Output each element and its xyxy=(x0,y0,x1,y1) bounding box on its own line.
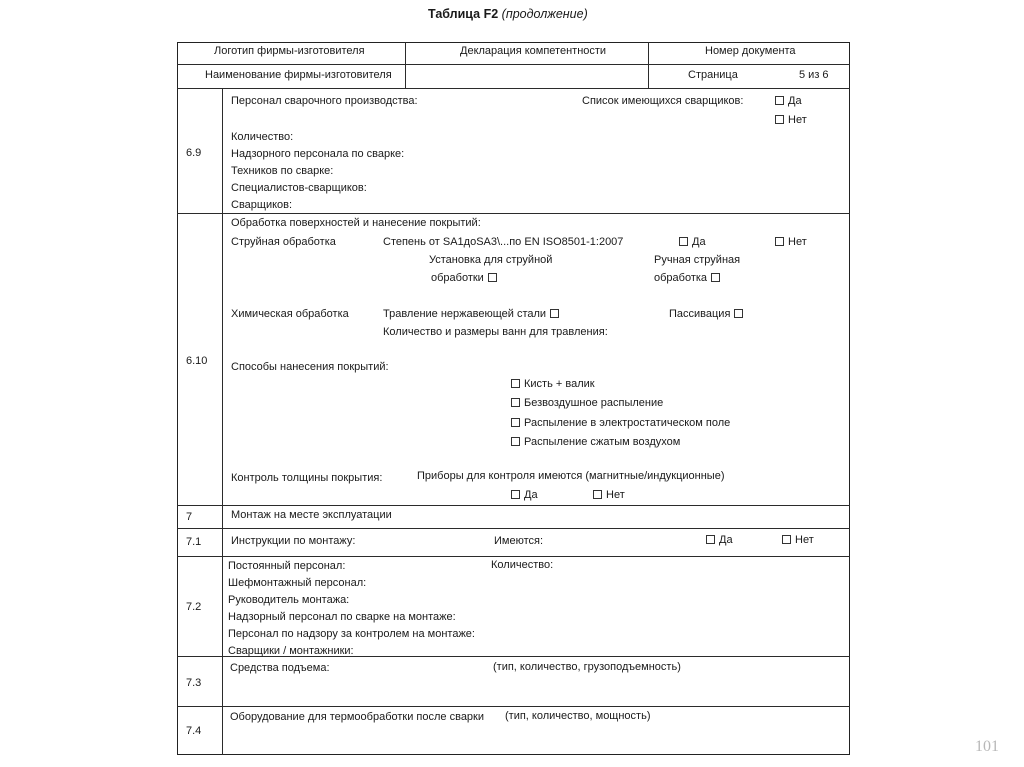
checkbox-icon xyxy=(775,237,784,246)
heat-treatment-label: Оборудование для термообработки после сварки xyxy=(230,711,485,723)
page-value: 5 из 6 xyxy=(799,69,829,81)
section-number-6-10: 6.10 xyxy=(186,355,208,367)
installation-manager-label: Руководитель монтажа: xyxy=(228,594,350,606)
checkbox-icon xyxy=(775,96,784,105)
blast-degree-yes: Да xyxy=(679,236,706,249)
instruments-no: Нет xyxy=(593,489,625,502)
checkbox-icon xyxy=(511,437,520,446)
section-number-7-1: 7.1 xyxy=(186,536,202,548)
rule-7-1 xyxy=(177,556,850,557)
checkbox-icon xyxy=(511,398,520,407)
checkbox-icon xyxy=(593,490,602,499)
chemical-treatment-label: Химическая обработка xyxy=(231,308,349,320)
welders-fitters-label: Сварщики / монтажники: xyxy=(228,645,354,657)
personnel-quantity-label: Количество: xyxy=(491,559,554,571)
welders-list-no: Нет xyxy=(775,114,807,127)
method-brush-roller: Кисть + валик xyxy=(511,378,595,391)
company-name-label: Наименование фирмы-изготовителя xyxy=(205,69,392,81)
checkbox-icon xyxy=(511,490,520,499)
section-number-6-9: 6.9 xyxy=(186,147,202,159)
doc-number-label: Номер документа xyxy=(705,45,796,57)
page-label: Страница xyxy=(688,69,738,81)
quantity-label: Количество: xyxy=(231,131,294,143)
welding-personnel-label: Персонал сварочного производства: xyxy=(231,95,418,107)
welders-count-label: Сварщиков: xyxy=(231,199,293,211)
checkbox-icon xyxy=(550,309,559,318)
section-number-7-2: 7.2 xyxy=(186,601,202,613)
chief-installation-label: Шефмонтажный персонал: xyxy=(228,577,367,589)
pickling-option: Травление нержавеющей стали xyxy=(383,308,559,321)
method-compressed-air: Распыление сжатым воздухом xyxy=(511,436,680,449)
method-airless: Безвоздушное распыление xyxy=(511,397,663,410)
coating-methods-label: Способы нанесения покрытий: xyxy=(231,361,389,373)
rule-6-9 xyxy=(177,213,850,214)
baths-label: Количество и размеры ванн для травления: xyxy=(383,326,608,338)
rule-header-col-2 xyxy=(648,42,649,88)
installation-instructions-label: Инструкции по монтажу: xyxy=(231,535,356,547)
checkbox-icon xyxy=(782,535,791,544)
checkbox-icon xyxy=(711,273,720,282)
section-number-7-3: 7.3 xyxy=(186,677,202,689)
lifting-equipment-label: Средства подъема: xyxy=(230,662,330,674)
thickness-control-label: Контроль толщины покрытия: xyxy=(231,472,383,484)
declaration-label: Декларация компетентности xyxy=(460,45,607,57)
blast-installation-option: обработки xyxy=(431,272,497,285)
instructions-yes: Да xyxy=(706,534,733,547)
rule-header-col-1 xyxy=(405,42,406,88)
rule-6-10 xyxy=(177,505,850,506)
supervisors-label: Надзорного персонала по сварке: xyxy=(231,148,405,160)
control-supervisor-label: Персонал по надзору за контролем на монтаже: xyxy=(228,628,475,640)
checkbox-icon xyxy=(511,379,520,388)
section-number-7: 7 xyxy=(186,511,193,523)
method-electrostatic: Распыление в электростатическом поле xyxy=(511,417,730,430)
rule-header-2 xyxy=(177,88,850,89)
passivation-option: Пассивация xyxy=(669,308,743,321)
manual-blast-option: обработка xyxy=(654,272,720,285)
rule-number-column xyxy=(222,88,223,755)
instructions-no: Нет xyxy=(782,534,814,547)
blast-label: Струйная обработка xyxy=(231,236,336,248)
installation-heading: Монтаж на месте эксплуатации xyxy=(231,509,392,521)
section-number-7-4: 7.4 xyxy=(186,725,202,737)
instruments-label: Приборы для контроля имеются (магнитные/индукционные) xyxy=(417,470,725,482)
rule-header-1 xyxy=(177,64,850,65)
checkbox-icon xyxy=(734,309,743,318)
heat-treatment-note: (тип, количество, мощность) xyxy=(505,710,651,722)
checkbox-icon xyxy=(488,273,497,282)
table-title: Таблица F2 (продолжение) xyxy=(428,7,588,21)
welding-supervisor-label: Надзорный персонал по сварке на монтаже: xyxy=(228,611,456,623)
checkbox-icon xyxy=(679,237,688,246)
checkbox-icon xyxy=(511,418,520,427)
available-label: Имеются: xyxy=(494,535,544,547)
blast-degree-no: Нет xyxy=(775,236,807,249)
surface-treatment-heading: Обработка поверхностей и нанесение покрытий: xyxy=(231,217,481,229)
blast-installation-label: Установка для струйной xyxy=(429,254,553,266)
welders-list-label: Список имеющихся сварщиков: xyxy=(582,95,744,107)
logo-label: Логотип фирмы-изготовителя xyxy=(214,45,365,57)
checkbox-icon xyxy=(775,115,784,124)
rule-7 xyxy=(177,528,850,529)
lifting-equipment-note: (тип, количество, грузоподъемность) xyxy=(493,661,681,673)
welders-list-yes: Да xyxy=(775,95,802,108)
specialists-label: Специалистов-сварщиков: xyxy=(231,182,367,194)
permanent-personnel-label: Постоянный персонал: xyxy=(228,560,346,572)
page-number: 101 xyxy=(975,738,999,755)
blast-degree-label: Степень от SA1доSA3\...по EN ISO8501-1:2007 xyxy=(383,236,624,248)
instruments-yes: Да xyxy=(511,489,538,502)
manual-blast-label: Ручная струйная xyxy=(654,254,741,266)
technicians-label: Техников по сварке: xyxy=(231,165,334,177)
checkbox-icon xyxy=(706,535,715,544)
rule-7-3 xyxy=(177,706,850,707)
title-continuation: (продолжение) xyxy=(501,7,588,21)
